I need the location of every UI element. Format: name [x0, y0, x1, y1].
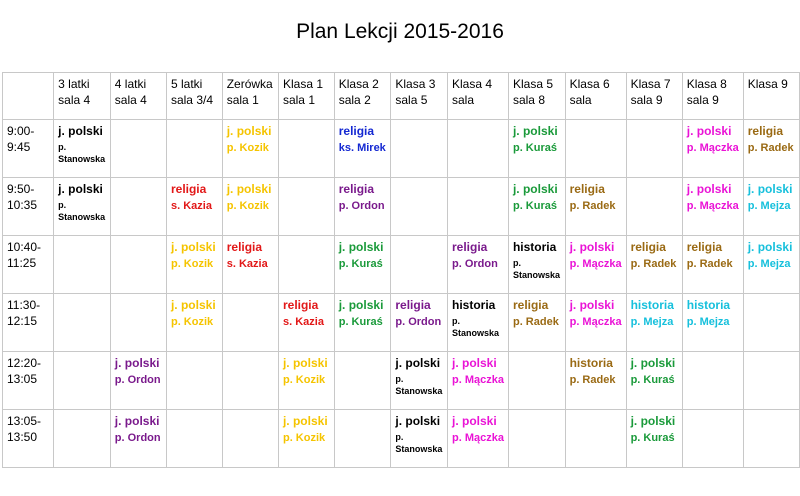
- class-name: Klasa 6: [569, 77, 610, 91]
- subject: j. polski: [452, 356, 497, 370]
- column-header: [278, 73, 334, 120]
- subject: religia: [282, 298, 319, 312]
- empty-cell: [565, 410, 626, 468]
- lesson-cell: [391, 352, 448, 410]
- room-name: sala 4: [58, 93, 91, 107]
- empty-cell: [166, 410, 222, 468]
- subject: j. polski: [226, 124, 272, 138]
- time-cell: [3, 236, 54, 294]
- lesson-cell: [334, 294, 391, 352]
- time-start: 11:30-: [7, 298, 41, 312]
- empty-cell: [54, 410, 111, 468]
- teacher: p. Ordon: [395, 316, 442, 328]
- subject: j. polski: [747, 240, 793, 254]
- page-title: Plan Lekcji 2015-2016: [296, 20, 504, 43]
- room-name: sala 5: [395, 93, 428, 107]
- lesson-cell: [743, 120, 799, 178]
- empty-cell: [743, 294, 799, 352]
- time-end: 10:35: [7, 198, 38, 212]
- subject: historia: [452, 298, 496, 312]
- teacher: p. Mejza: [630, 316, 674, 328]
- lesson-cell: [626, 236, 682, 294]
- lesson-cell: [110, 410, 166, 468]
- time-cell: [3, 120, 54, 178]
- class-name: Klasa 4: [452, 77, 493, 91]
- room-name: sala 9: [686, 93, 719, 107]
- time-cell: [3, 352, 54, 410]
- table-row: [3, 410, 800, 468]
- time-end: 12:15: [7, 314, 38, 328]
- teacher: p. Ordon: [338, 200, 385, 212]
- column-header: [222, 73, 278, 120]
- empty-cell: [334, 352, 391, 410]
- class-name: Klasa 9: [747, 77, 788, 91]
- lesson-cell: [448, 352, 509, 410]
- time-end: 11:25: [7, 256, 37, 270]
- teacher: p. Mączka: [452, 432, 504, 444]
- teacher: p. Kuraś: [630, 432, 675, 444]
- table-row: [3, 294, 800, 352]
- header-row: [3, 73, 800, 120]
- empty-cell: [278, 178, 334, 236]
- schedule-table: [2, 72, 800, 468]
- teacher: p. Stanowska: [452, 316, 500, 338]
- subject: religia: [686, 240, 723, 254]
- subject: j. polski: [395, 356, 441, 370]
- lesson-cell: [682, 178, 743, 236]
- teacher: p. Kuraś: [512, 142, 557, 154]
- room-name: sala 8: [512, 93, 545, 107]
- empty-cell: [222, 410, 278, 468]
- subject: religia: [630, 240, 666, 254]
- empty-cell: [54, 352, 111, 410]
- subject: j. polski: [282, 414, 328, 428]
- column-header: [743, 73, 799, 120]
- class-name: Klasa 2: [338, 77, 379, 91]
- table-row: [3, 236, 800, 294]
- teacher: p. Mejza: [686, 316, 730, 328]
- teacher: p. Ordon: [114, 432, 161, 444]
- empty-cell: [508, 410, 565, 468]
- time-end: 13:50: [7, 430, 38, 444]
- teacher: p. Kuraś: [512, 200, 557, 212]
- room-name: sala 4: [114, 93, 147, 107]
- empty-cell: [110, 178, 166, 236]
- teacher: p. Kuraś: [630, 374, 675, 386]
- room-name: sala: [452, 93, 475, 107]
- column-header: [448, 73, 509, 120]
- time-cell: [3, 178, 54, 236]
- subject: j. polski: [686, 182, 732, 196]
- empty-cell: [448, 178, 509, 236]
- lesson-cell: [448, 410, 509, 468]
- empty-cell: [222, 352, 278, 410]
- class-name: Klasa 5: [512, 77, 553, 91]
- lesson-cell: [626, 410, 682, 468]
- lesson-cell: [508, 120, 565, 178]
- lesson-cell: [278, 294, 334, 352]
- lesson-cell: [334, 178, 391, 236]
- subject: j. polski: [338, 298, 384, 312]
- teacher: p. Stanowska: [395, 374, 443, 396]
- lesson-cell: [222, 120, 278, 178]
- teacher: p. Kuraś: [338, 258, 383, 270]
- teacher: p. Radek: [686, 258, 733, 270]
- teacher: p. Mączka: [686, 200, 739, 212]
- subject: j. polski: [170, 240, 216, 254]
- lesson-cell: [565, 236, 626, 294]
- time-start: 13:05-: [7, 414, 42, 428]
- lesson-cell: [565, 294, 626, 352]
- empty-cell: [508, 352, 565, 410]
- lesson-cell: [110, 352, 166, 410]
- lesson-cell: [743, 178, 799, 236]
- subject: historia: [512, 240, 557, 254]
- lesson-cell: [334, 120, 391, 178]
- class-name: Klasa 7: [630, 77, 671, 91]
- lesson-cell: [391, 410, 448, 468]
- subject: j. polski: [395, 414, 441, 428]
- subject: j. polski: [58, 124, 103, 138]
- lesson-cell: [682, 120, 743, 178]
- teacher: p. Mączka: [686, 142, 739, 154]
- lesson-cell: [682, 294, 743, 352]
- empty-cell: [334, 410, 391, 468]
- teacher: p. Mejza: [747, 200, 791, 212]
- empty-cell: [278, 236, 334, 294]
- column-header: [54, 73, 111, 120]
- time-cell: [3, 410, 54, 468]
- teacher: p. Stanowska: [58, 200, 106, 222]
- empty-cell: [110, 294, 166, 352]
- subject: historia: [686, 298, 731, 312]
- empty-cell: [391, 178, 448, 236]
- teacher: p. Kozik: [170, 258, 214, 270]
- lesson-cell: [166, 178, 222, 236]
- lesson-cell: [448, 236, 509, 294]
- corner-cell: [3, 73, 54, 120]
- empty-cell: [54, 236, 111, 294]
- teacher: p. Mączka: [452, 374, 504, 386]
- subject: religia: [395, 298, 431, 312]
- class-name: 4 latki: [114, 77, 147, 91]
- empty-cell: [166, 120, 222, 178]
- teacher: p. Stanowska: [512, 258, 560, 280]
- lesson-cell: [565, 178, 626, 236]
- teacher: p. Mejza: [747, 258, 791, 270]
- subject: historia: [630, 298, 674, 312]
- lesson-cell: [334, 236, 391, 294]
- empty-cell: [278, 120, 334, 178]
- lesson-cell: [565, 352, 626, 410]
- class-name: Zerówka: [226, 77, 273, 91]
- column-header: [626, 73, 682, 120]
- subject: j. polski: [170, 298, 216, 312]
- column-header: [110, 73, 166, 120]
- lesson-cell: [54, 178, 111, 236]
- teacher: p. Kozik: [226, 142, 269, 154]
- teacher: p. Kozik: [282, 432, 326, 444]
- subject: j. polski: [226, 182, 272, 196]
- empty-cell: [682, 410, 743, 468]
- lesson-cell: [222, 236, 278, 294]
- lesson-cell: [222, 178, 278, 236]
- class-name: Klasa 3: [395, 77, 436, 91]
- subject: religia: [569, 182, 605, 196]
- lesson-cell: [682, 236, 743, 294]
- time-start: 9:50-: [7, 182, 35, 196]
- teacher: s. Kazia: [226, 258, 268, 270]
- subject: j. polski: [630, 414, 676, 428]
- subject: j. polski: [747, 182, 793, 196]
- class-name: Klasa 8: [686, 77, 727, 91]
- column-header: [391, 73, 448, 120]
- subject: j. polski: [452, 414, 497, 428]
- subject: j. polski: [686, 124, 732, 138]
- lesson-cell: [743, 236, 799, 294]
- subject: j. polski: [282, 356, 328, 370]
- table-row: [3, 120, 800, 178]
- teacher: p. Ordon: [452, 258, 498, 270]
- time-start: 12:20-: [7, 356, 42, 370]
- teacher: p. Radek: [569, 374, 616, 386]
- teacher: p. Mączka: [569, 258, 622, 270]
- table-row: [3, 178, 800, 236]
- lesson-cell: [166, 294, 222, 352]
- empty-cell: [391, 236, 448, 294]
- teacher: p. Kozik: [282, 374, 326, 386]
- class-name: Klasa 1: [282, 77, 323, 91]
- teacher: p. Radek: [569, 200, 616, 212]
- teacher: p. Kozik: [226, 200, 269, 212]
- subject: religia: [226, 240, 263, 254]
- subject: j. polski: [569, 240, 615, 254]
- empty-cell: [110, 236, 166, 294]
- teacher: p. Kozik: [170, 316, 214, 328]
- subject: religia: [747, 124, 784, 138]
- subject: j. polski: [114, 414, 160, 428]
- subject: historia: [569, 356, 613, 370]
- class-name: 3 latki: [58, 77, 90, 91]
- lesson-cell: [166, 236, 222, 294]
- lesson-cell: [626, 294, 682, 352]
- teacher: p. Radek: [630, 258, 677, 270]
- column-header: [334, 73, 391, 120]
- time-end: 9:45: [7, 140, 31, 154]
- column-header: [166, 73, 222, 120]
- empty-cell: [448, 120, 509, 178]
- subject: j. polski: [58, 182, 103, 196]
- empty-cell: [391, 120, 448, 178]
- empty-cell: [626, 178, 682, 236]
- lesson-cell: [626, 352, 682, 410]
- subject: religia: [512, 298, 549, 312]
- lesson-cell: [508, 294, 565, 352]
- subject: j. polski: [338, 240, 384, 254]
- column-header: [682, 73, 743, 120]
- teacher: p. Mączka: [569, 316, 622, 328]
- empty-cell: [110, 120, 166, 178]
- subject: religia: [338, 182, 375, 196]
- subject: religia: [170, 182, 207, 196]
- room-name: sala 1: [226, 93, 259, 107]
- empty-cell: [743, 352, 799, 410]
- lesson-cell: [391, 294, 448, 352]
- empty-cell: [166, 352, 222, 410]
- teacher: p. Kuraś: [338, 316, 383, 328]
- empty-cell: [54, 294, 111, 352]
- table-row: [3, 352, 800, 410]
- subject: religia: [338, 124, 375, 138]
- teacher: p. Radek: [512, 316, 559, 328]
- empty-cell: [743, 410, 799, 468]
- room-name: sala 3/4: [170, 93, 213, 107]
- lesson-cell: [54, 120, 111, 178]
- room-name: sala 2: [338, 93, 371, 107]
- time-cell: [3, 294, 54, 352]
- room-name: sala 1: [282, 93, 315, 107]
- lesson-cell: [448, 294, 509, 352]
- time-start: 10:40-: [7, 240, 42, 254]
- subject: j. polski: [114, 356, 160, 370]
- teacher: p. Ordon: [114, 374, 161, 386]
- empty-cell: [682, 352, 743, 410]
- column-header: [508, 73, 565, 120]
- teacher: p. Stanowska: [58, 142, 106, 164]
- subject: j. polski: [569, 298, 615, 312]
- teacher: p. Stanowska: [395, 432, 443, 454]
- subject: j. polski: [630, 356, 676, 370]
- room-name: sala: [569, 93, 592, 107]
- room-name: sala 9: [630, 93, 663, 107]
- subject: j. polski: [512, 124, 558, 138]
- class-name: 5 latki: [170, 77, 203, 91]
- empty-cell: [565, 120, 626, 178]
- subject: j. polski: [512, 182, 558, 196]
- time-start: 9:00-: [7, 124, 35, 138]
- subject: religia: [452, 240, 488, 254]
- empty-cell: [626, 120, 682, 178]
- lesson-cell: [278, 352, 334, 410]
- lesson-cell: [278, 410, 334, 468]
- empty-cell: [222, 294, 278, 352]
- teacher: p. Radek: [747, 142, 794, 154]
- teacher: s. Kazia: [282, 316, 324, 328]
- teacher: s. Kazia: [170, 200, 212, 212]
- teacher: ks. Mirek: [338, 142, 386, 154]
- column-header: [565, 73, 626, 120]
- lesson-cell: [508, 236, 565, 294]
- time-end: 13:05: [7, 372, 38, 386]
- lesson-cell: [508, 178, 565, 236]
